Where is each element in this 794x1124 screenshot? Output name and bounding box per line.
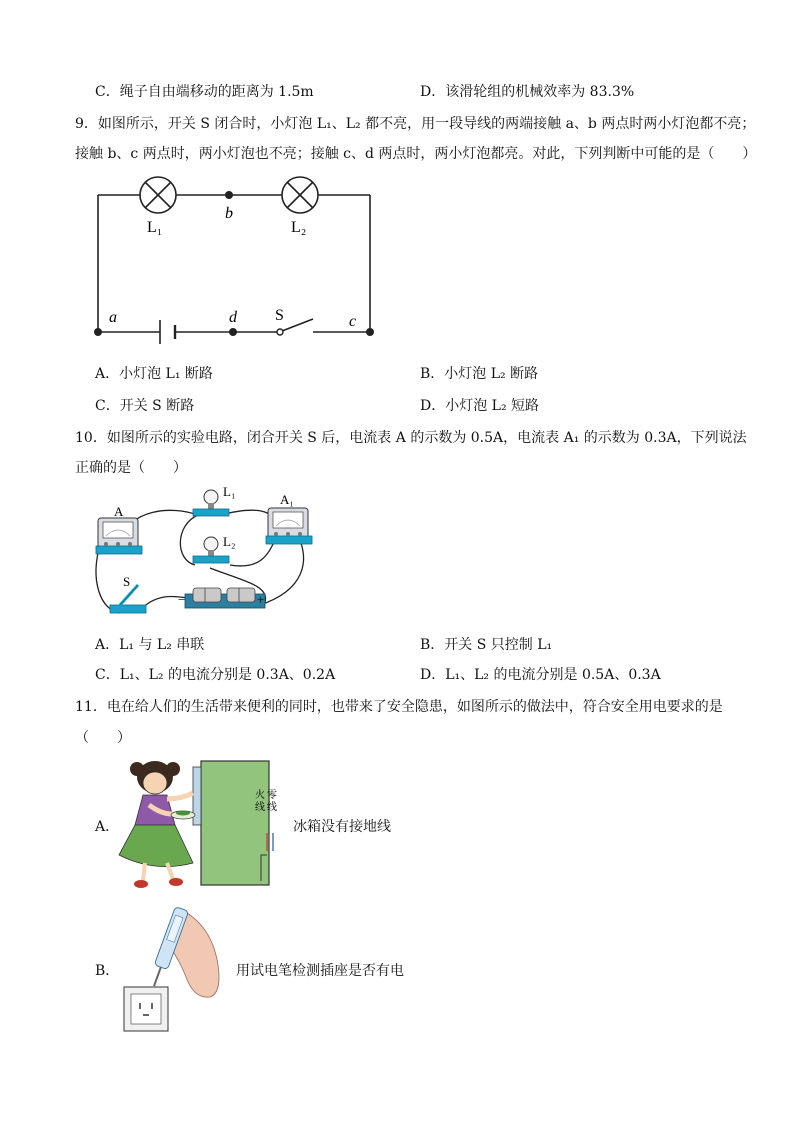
q9-option-d: D．小灯泡 L₂ 短路 [420,398,540,414]
label-d: d [229,309,237,326]
label-zero: 零 [267,790,277,801]
q11-option-b-letter: B． [95,963,120,979]
label-L1: L₁ [147,219,163,236]
label-b: b [225,205,233,222]
q9-option-a: A．小灯泡 L₁ 断路 [95,366,213,382]
label-lamp-l2: L₂ [223,534,236,549]
label-lamp-l1: L₁ [223,484,236,499]
q11-stem-line1: 11．电在给人们的生活带来便利的同时，也带来了安全隐患，如图所示的做法中，符合安全用电要求的是 [75,699,723,715]
q11-option-a-text: 冰箱没有接地线 [293,819,391,835]
label-L2: L₂ [291,219,307,236]
node-b [225,191,233,199]
switch-s [110,585,146,613]
label-line-2: 线 [267,802,277,813]
q10-option-d: D．L₁、L₂ 的电流分别是 0.5A、0.3A [420,667,661,683]
ammeter-a [96,518,142,554]
q9-stem-line2: 接触 b、c 两点时，两小灯泡也不亮；接触 c、d 两点时，两小灯泡都亮。对此，下列判断中可能的是（ ） [75,146,757,162]
q8-option-d: D．该滑轮组的机械效率为 83.3% [420,84,635,100]
q9-circuit-diagram [85,170,385,345]
node-c [366,328,374,336]
q10-stem-line1: 10．如图所示的实验电路，闭合开关 S 后，电流表 A 的示数为 0.5A，电流表 A₁ 的示数为 0.3A，下列说法 [75,430,747,446]
q10-option-a: A．L₁ 与 L₂ 串联 [95,637,205,653]
battery-holder [185,588,265,608]
q10-stem-line2: 正确的是（ ） [75,460,187,476]
label-line-1: 线 [255,802,265,813]
q11-option-b-text: 用试电笔检测插座是否有电 [236,963,404,979]
q9-stem-line1: 9．如图所示，开关 S 闭合时，小灯泡 L₁、L₂ 都不亮，用一段导线的两端接触 a、b 两点时两小灯泡都不亮； [75,116,756,132]
q11-option-b-illustration [120,905,230,1035]
fridge [201,761,269,885]
q10-option-b: B．开关 S 只控制 L₁ [420,637,553,653]
label-switch-s: S [123,574,131,589]
q9-option-b: B．小灯泡 L₂ 断路 [420,366,539,382]
q10-experiment-diagram [90,480,330,625]
node-d [229,328,237,336]
label-plus: + [257,592,265,607]
ammeter-a1 [266,508,312,544]
girl-face [143,772,167,794]
q11-option-a-letter: A． [95,819,120,835]
label-ammeter-a1: A₁ [280,492,294,507]
q9-option-c: C．开关 S 断路 [95,398,195,414]
label-c: c [349,313,357,330]
q10-option-c: C．L₁、L₂ 的电流分别是 0.3A、0.2A [95,667,336,683]
q11-option-a-illustration [115,755,285,895]
node-a [94,328,102,336]
label-ammeter-a: A [114,504,124,519]
label-minus: − [178,592,186,607]
label-fire: 火 [255,790,265,801]
q8-option-c: C．绳子自由端移动的距离为 1.5m [95,84,314,100]
label-S: S [275,307,284,324]
label-a: a [109,309,117,326]
q11-stem-line2: （ ） [75,730,131,746]
